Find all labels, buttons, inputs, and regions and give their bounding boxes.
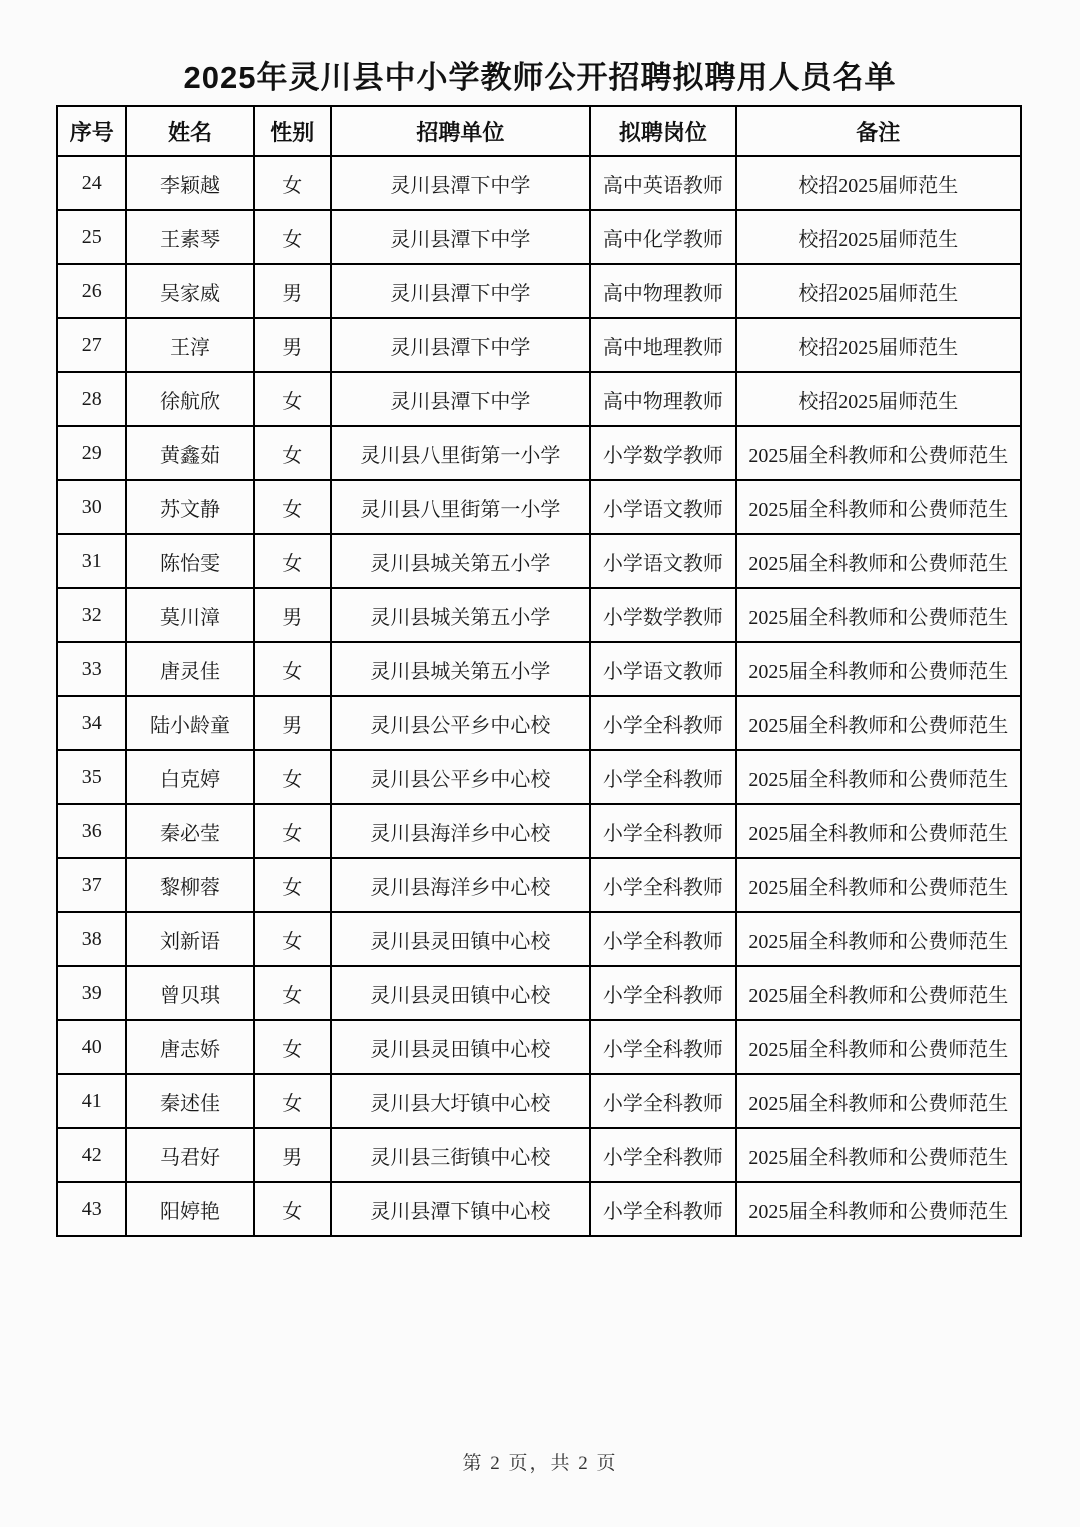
cell-name: 唐志娇 [126, 1020, 253, 1074]
cell-index: 29 [57, 426, 126, 480]
table-row [57, 750, 1021, 804]
table-row [57, 318, 1021, 372]
cell-gender: 女 [254, 1020, 331, 1074]
cell-name: 黄鑫茹 [126, 426, 253, 480]
cell-remark: 校招2025届师范生 [736, 210, 1021, 264]
table-row [57, 1074, 1021, 1128]
cell-index: 40 [57, 1020, 126, 1074]
table-row [57, 426, 1021, 480]
cell-name: 徐航欣 [126, 372, 253, 426]
table-row [57, 858, 1021, 912]
cell-position: 小学数学教师 [590, 588, 736, 642]
cell-unit: 灵川县公平乡中心校 [331, 696, 590, 750]
cell-name: 唐灵佳 [126, 642, 253, 696]
table-row [57, 642, 1021, 696]
table-row [57, 534, 1021, 588]
cell-index: 43 [57, 1182, 126, 1236]
cell-position: 小学全科教师 [590, 696, 736, 750]
header-index: 序号 [57, 106, 126, 156]
cell-name: 王素琴 [126, 210, 253, 264]
table-row [57, 588, 1021, 642]
table-row [57, 912, 1021, 966]
cell-position: 高中物理教师 [590, 264, 736, 318]
cell-position: 小学全科教师 [590, 858, 736, 912]
cell-remark: 2025届全科教师和公费师范生 [736, 426, 1021, 480]
cell-name: 王淳 [126, 318, 253, 372]
cell-gender: 男 [254, 264, 331, 318]
cell-name: 吴家威 [126, 264, 253, 318]
page-number: 第 2 页，共 2 页 [462, 1453, 618, 1474]
table-row [57, 1128, 1021, 1182]
cell-name: 秦必莹 [126, 804, 253, 858]
cell-index: 24 [57, 156, 126, 210]
cell-unit: 灵川县海洋乡中心校 [331, 804, 590, 858]
cell-position: 小学全科教师 [590, 750, 736, 804]
table-row [57, 1182, 1021, 1236]
cell-index: 42 [57, 1128, 126, 1182]
cell-position: 小学全科教师 [590, 1128, 736, 1182]
cell-unit: 灵川县潭下中学 [331, 210, 590, 264]
cell-index: 31 [57, 534, 126, 588]
cell-index: 27 [57, 318, 126, 372]
cell-gender: 女 [254, 1074, 331, 1128]
cell-gender: 女 [254, 534, 331, 588]
cell-unit: 灵川县灵田镇中心校 [331, 912, 590, 966]
table-row [57, 480, 1021, 534]
cell-index: 25 [57, 210, 126, 264]
cell-unit: 灵川县公平乡中心校 [331, 750, 590, 804]
cell-remark: 2025届全科教师和公费师范生 [736, 966, 1021, 1020]
cell-index: 41 [57, 1074, 126, 1128]
cell-position: 小学全科教师 [590, 804, 736, 858]
cell-remark: 2025届全科教师和公费师范生 [736, 1182, 1021, 1236]
header-remark: 备注 [736, 106, 1021, 156]
cell-name: 李颖越 [126, 156, 253, 210]
cell-gender: 男 [254, 588, 331, 642]
cell-unit: 灵川县潭下镇中心校 [331, 1182, 590, 1236]
cell-position: 高中英语教师 [590, 156, 736, 210]
cell-name: 刘新语 [126, 912, 253, 966]
cell-remark: 2025届全科教师和公费师范生 [736, 1074, 1021, 1128]
cell-gender: 女 [254, 372, 331, 426]
cell-index: 36 [57, 804, 126, 858]
cell-index: 37 [57, 858, 126, 912]
cell-remark: 2025届全科教师和公费师范生 [736, 534, 1021, 588]
cell-gender: 男 [254, 318, 331, 372]
cell-gender: 女 [254, 480, 331, 534]
cell-remark: 2025届全科教师和公费师范生 [736, 858, 1021, 912]
table-row [57, 966, 1021, 1020]
table-header-row [57, 106, 1021, 156]
table-row [57, 804, 1021, 858]
cell-unit: 灵川县潭下中学 [331, 156, 590, 210]
cell-position: 小学语文教师 [590, 642, 736, 696]
cell-index: 38 [57, 912, 126, 966]
cell-gender: 女 [254, 804, 331, 858]
cell-position: 小学全科教师 [590, 1182, 736, 1236]
cell-position: 高中化学教师 [590, 210, 736, 264]
cell-unit: 灵川县八里街第一小学 [331, 480, 590, 534]
cell-position: 小学全科教师 [590, 1020, 736, 1074]
cell-unit: 灵川县潭下中学 [331, 372, 590, 426]
cell-name: 苏文静 [126, 480, 253, 534]
cell-gender: 女 [254, 858, 331, 912]
cell-remark: 2025届全科教师和公费师范生 [736, 1020, 1021, 1074]
cell-name: 黎柳蓉 [126, 858, 253, 912]
table-row [57, 696, 1021, 750]
table-row [57, 156, 1021, 210]
cell-unit: 灵川县八里街第一小学 [331, 426, 590, 480]
cell-index: 34 [57, 696, 126, 750]
cell-position: 高中地理教师 [590, 318, 736, 372]
cell-position: 小学语文教师 [590, 480, 736, 534]
cell-index: 33 [57, 642, 126, 696]
cell-remark: 2025届全科教师和公费师范生 [736, 804, 1021, 858]
cell-name: 阳婷艳 [126, 1182, 253, 1236]
cell-position: 小学数学教师 [590, 426, 736, 480]
cell-remark: 校招2025届师范生 [736, 264, 1021, 318]
header-name: 姓名 [126, 106, 253, 156]
cell-name: 陈怡雯 [126, 534, 253, 588]
cell-index: 30 [57, 480, 126, 534]
cell-unit: 灵川县潭下中学 [331, 264, 590, 318]
cell-position: 小学语文教师 [590, 534, 736, 588]
cell-unit: 灵川县三街镇中心校 [331, 1128, 590, 1182]
cell-name: 曾贝琪 [126, 966, 253, 1020]
cell-remark: 校招2025届师范生 [736, 156, 1021, 210]
page-title: 2025年灵川县中小学教师公开招聘拟聘用人员名单 [183, 60, 897, 95]
cell-unit: 灵川县城关第五小学 [331, 588, 590, 642]
cell-gender: 女 [254, 210, 331, 264]
cell-unit: 灵川县灵田镇中心校 [331, 1020, 590, 1074]
cell-index: 35 [57, 750, 126, 804]
table-row [57, 372, 1021, 426]
roster-table [56, 105, 1022, 1237]
cell-gender: 女 [254, 156, 331, 210]
cell-remark: 2025届全科教师和公费师范生 [736, 1128, 1021, 1182]
cell-name: 白克婷 [126, 750, 253, 804]
cell-name: 秦述佳 [126, 1074, 253, 1128]
cell-name: 陆小龄童 [126, 696, 253, 750]
cell-remark: 校招2025届师范生 [736, 318, 1021, 372]
cell-index: 28 [57, 372, 126, 426]
table-row [57, 1020, 1021, 1074]
cell-remark: 2025届全科教师和公费师范生 [736, 912, 1021, 966]
cell-index: 32 [57, 588, 126, 642]
cell-unit: 灵川县潭下中学 [331, 318, 590, 372]
cell-gender: 男 [254, 1128, 331, 1182]
header-unit: 招聘单位 [331, 106, 590, 156]
cell-gender: 女 [254, 750, 331, 804]
cell-unit: 灵川县城关第五小学 [331, 534, 590, 588]
cell-index: 26 [57, 264, 126, 318]
cell-unit: 灵川县海洋乡中心校 [331, 858, 590, 912]
cell-remark: 2025届全科教师和公费师范生 [736, 750, 1021, 804]
cell-remark: 2025届全科教师和公费师范生 [736, 642, 1021, 696]
cell-unit: 灵川县城关第五小学 [331, 642, 590, 696]
cell-remark: 校招2025届师范生 [736, 372, 1021, 426]
header-position: 拟聘岗位 [590, 106, 736, 156]
cell-position: 高中物理教师 [590, 372, 736, 426]
cell-position: 小学全科教师 [590, 966, 736, 1020]
cell-remark: 2025届全科教师和公费师范生 [736, 480, 1021, 534]
cell-unit: 灵川县大圩镇中心校 [331, 1074, 590, 1128]
cell-position: 小学全科教师 [590, 912, 736, 966]
cell-position: 小学全科教师 [590, 1074, 736, 1128]
cell-index: 39 [57, 966, 126, 1020]
cell-gender: 女 [254, 426, 331, 480]
cell-gender: 女 [254, 912, 331, 966]
table-body [57, 156, 1021, 1236]
cell-name: 马君好 [126, 1128, 253, 1182]
cell-gender: 女 [254, 1182, 331, 1236]
cell-name: 莫川漳 [126, 588, 253, 642]
table-row [57, 264, 1021, 318]
cell-gender: 女 [254, 642, 331, 696]
table-row [57, 210, 1021, 264]
cell-unit: 灵川县灵田镇中心校 [331, 966, 590, 1020]
cell-remark: 2025届全科教师和公费师范生 [736, 588, 1021, 642]
cell-remark: 2025届全科教师和公费师范生 [736, 696, 1021, 750]
cell-gender: 男 [254, 696, 331, 750]
cell-gender: 女 [254, 966, 331, 1020]
header-gender: 性别 [254, 106, 331, 156]
